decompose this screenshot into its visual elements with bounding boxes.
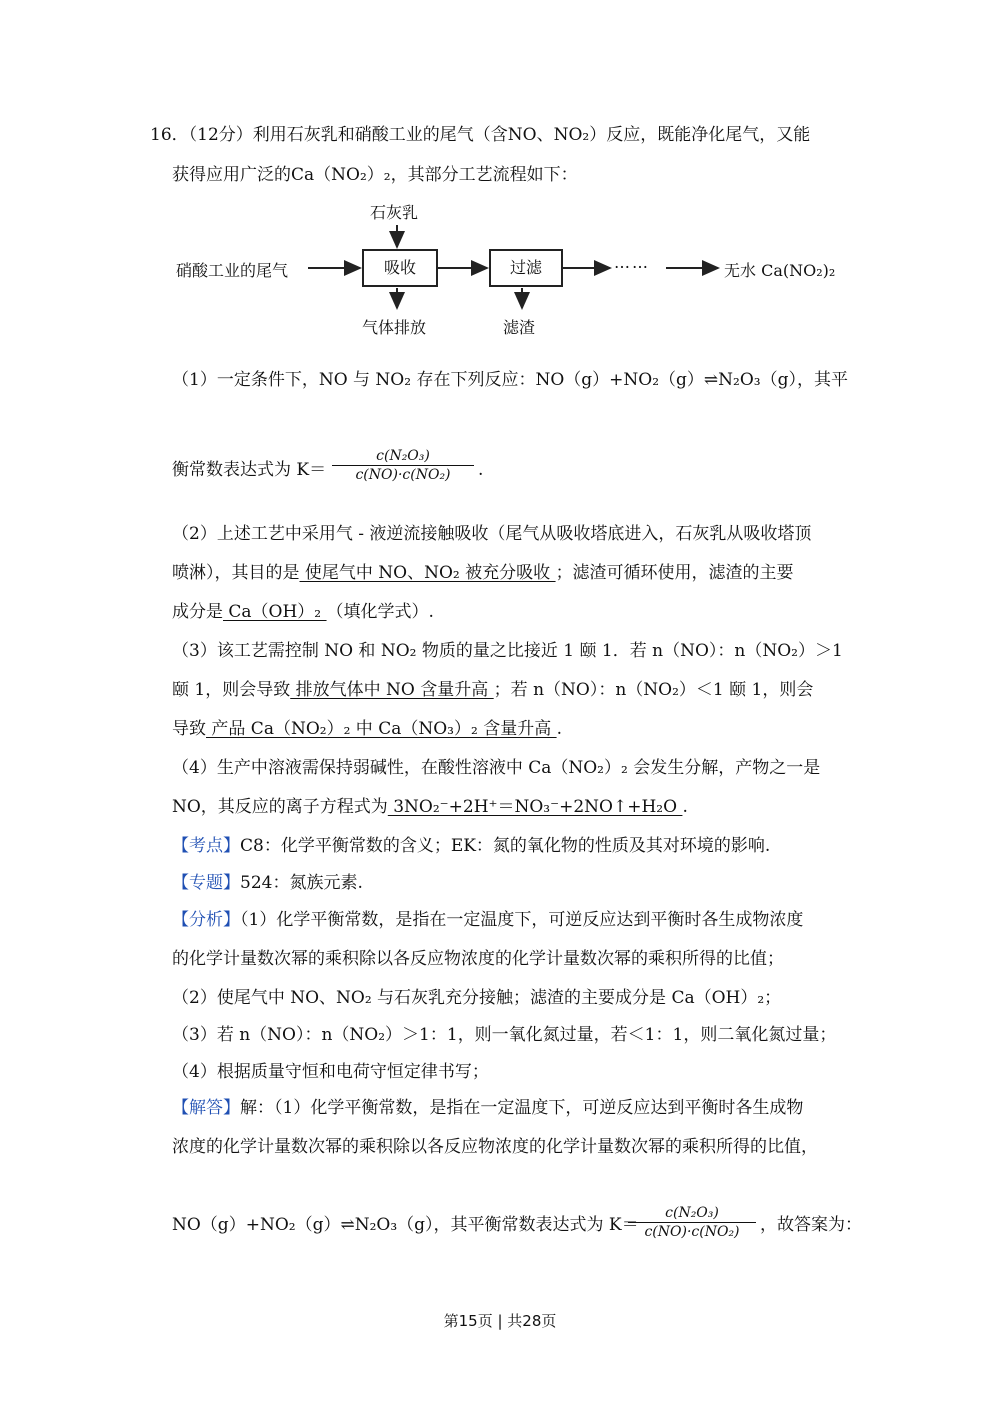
part4-line-1: （4）生产中溶液需保持弱碱性，在酸性溶液中 Ca（NO₂）₂ 会发生分解，产物之一是	[172, 758, 821, 778]
fraction-denominator: c(NO)·c(NO₂)	[644, 1224, 740, 1240]
zhuanti-text: 524：氮族元素.	[240, 873, 363, 893]
part3-suffix: ；若 n（NO）：n（NO₂）＜1 颐 1，则会	[493, 680, 814, 700]
part1-line-2	[172, 460, 326, 480]
part3-line-1: （3）该工艺需控制 NO 和 NO₂ 物质的量之比接近 1 颐 1．若 n（NO）：n（NO₂）＞1	[172, 641, 843, 661]
jieda-line-3	[172, 1215, 639, 1235]
fenxi-line-4: （3）若 n（NO）：n（NO₂）＞1：1，则一氧化氮过量，若＜1：1，则二氧化氮过量；	[172, 1025, 837, 1045]
part1-line-1: （1）一定条件下，NO 与 NO₂ 存在下列反应：NO（g）+NO₂（g）⇌N₂O₃（g），其平	[172, 370, 848, 390]
part2-line3-prefix: 成分是	[172, 602, 223, 622]
flow-input-label: 硝酸工业的尾气	[176, 261, 289, 280]
flow-gas-label: 气体排放	[362, 318, 427, 337]
kaodian-tag: 【考点】	[172, 836, 240, 856]
fraction-numerator: c(N₂O₃)	[376, 448, 430, 464]
fenxi-line-1	[172, 910, 803, 930]
jieda-text-1: 解：（1）化学平衡常数，是指在一定温度下，可逆反应达到平衡时各生成物	[240, 1098, 804, 1118]
jieda-line-2: 浓度的化学计量数次幂的乘积除以各反应物浓度的化学计量数次幂的乘积所得的比值，	[172, 1137, 818, 1157]
flow-step-absorb: 吸收	[362, 249, 438, 287]
page-footer: 第15页 | 共28页	[443, 1312, 557, 1330]
part3-prefix: 颐 1，则会导致	[172, 680, 291, 700]
fenxi-line-5: （4）根据质量守恒和电荷守恒定律书写；	[172, 1062, 489, 1082]
part4-line-2	[172, 797, 688, 817]
flow-residue-label: 滤渣	[503, 318, 536, 337]
jieda-line3-suffix: ，故答案为：	[760, 1215, 862, 1235]
part1-fraction	[332, 448, 474, 483]
kaodian-text: C8：化学平衡常数的含义；EK：氮的氧化物的性质及其对环境的影响.	[240, 836, 771, 856]
fenxi-line-2: 的化学计量数次幂的乘积除以各反应物浓度的化学计量数次幂的乘积所得的比值；	[172, 949, 784, 969]
fenxi-tag: 【分析】	[172, 910, 240, 930]
fraction-bar	[628, 1222, 756, 1223]
fraction-numerator: c(N₂O₃)	[665, 1205, 719, 1221]
part2-prefix: 喷淋），其目的是	[172, 563, 300, 583]
fraction-bar	[332, 465, 474, 466]
zhuanti-tag: 【专题】	[172, 873, 240, 893]
part1-prefix: 衡常数表达式为 K＝	[172, 460, 327, 480]
fenxi-text-1: （1）化学平衡常数，是指在一定温度下，可逆反应达到平衡时各生成物浓度	[240, 910, 804, 930]
zhuanti-line	[172, 873, 363, 893]
part3-line3-prefix: 导致	[172, 719, 206, 739]
part3-line3-answer: 产品 Ca（NO₂）₂ 中 Ca（NO₃）₂ 含量升高	[206, 719, 557, 739]
jieda-tag: 【解答】	[172, 1098, 240, 1118]
part4-prefix: NO，其反应的离子方程式为	[172, 797, 388, 817]
part3-line3-suffix: .	[556, 719, 562, 739]
part2-line-3	[172, 602, 434, 622]
part2-line3-answer: Ca（OH）₂	[223, 602, 327, 622]
part2-line-2	[172, 563, 794, 583]
part3-answer: 排放气体中 NO 含量升高	[290, 680, 494, 700]
fenxi-line-3: （2）使尾气中 NO、NO₂ 与石灰乳充分接触；滤渣的主要成分是 Ca（OH）₂；	[172, 988, 782, 1008]
part3-line-3	[172, 719, 562, 739]
kaodian-line	[172, 836, 770, 856]
part2-line-1: （2）上述工艺中采用气 - 液逆流接触吸收（尾气从吸收塔底进入，石灰乳从吸收塔顶	[172, 524, 812, 544]
part4-answer: 3NO₂⁻+2H⁺＝NO₃⁻+2NO↑+H₂O	[387, 797, 683, 817]
question-line-1: 16．（12分）利用石灰乳和硝酸工业的尾气（含NO、NO₂）反应，既能净化尾气，又能	[150, 125, 811, 145]
jieda-fraction	[628, 1205, 756, 1240]
flow-step-filter: 过滤	[489, 249, 563, 287]
part2-suffix: ；滤渣可循环使用，滤渣的主要	[555, 563, 794, 583]
jieda-line3-prefix: NO（g）+NO₂（g）⇌N₂O₃（g），其平衡常数表达式为 K＝	[172, 1215, 639, 1235]
flow-reagent-label: 石灰乳	[370, 203, 419, 222]
jieda-line-1	[172, 1098, 803, 1118]
part4-suffix: .	[682, 797, 688, 817]
fraction-denominator: c(NO)·c(NO₂)	[355, 467, 451, 483]
process-flow-diagram	[0, 195, 1000, 345]
part2-line3-suffix: （填化学式）.	[326, 602, 434, 622]
part2-answer: 使尾气中 NO、NO₂ 被充分吸收	[299, 563, 556, 583]
flow-product-label: 无水 Ca(NO₂)₂	[724, 261, 836, 280]
flow-dots: ……	[614, 253, 650, 272]
part1-suffix: .	[478, 460, 484, 480]
part3-line-2	[172, 680, 813, 700]
question-line-2: 获得应用广泛的Ca（NO₂）₂，其部分工艺流程如下：	[172, 165, 578, 185]
